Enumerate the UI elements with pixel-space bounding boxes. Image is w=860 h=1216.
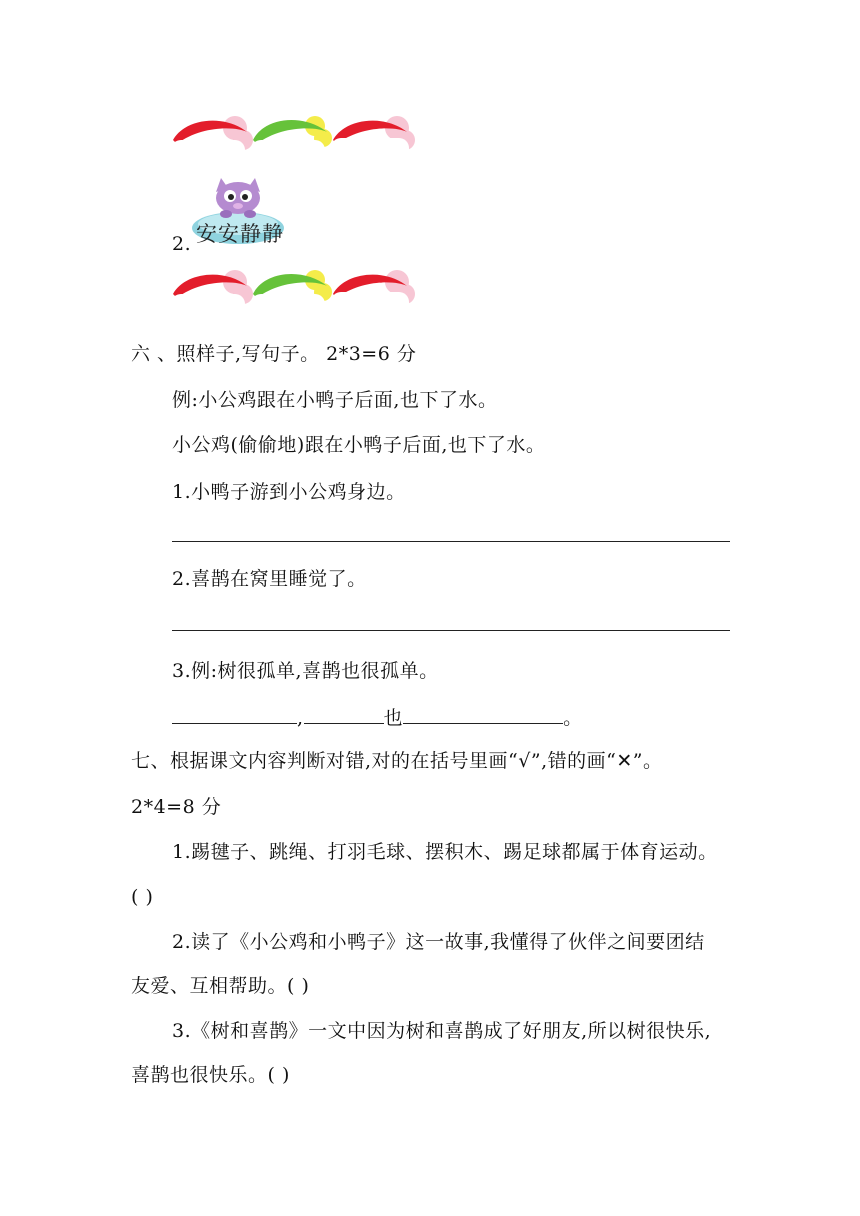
section-7-question-1: 1.踢毽子、跳绳、打羽毛球、摆积木、踢足球都属于体育运动。 (172, 841, 718, 863)
leaf-row-1 (165, 110, 415, 165)
answer-bracket-1[interactable]: ( ) (131, 886, 154, 908)
section-7-score: 2*4=8 分 (131, 796, 222, 818)
ye-text: 也 (383, 707, 404, 729)
section-6-example: 例:小公鸡跟在小鸭子后面,也下了水。 (172, 389, 498, 411)
leaf-row-2 (165, 264, 415, 319)
section-7-question-2-cont: 友爱、互相帮助。( ) (131, 975, 310, 997)
section-6-example-answer: 小公鸡(偷偷地)跟在小鸭子后面,也下了水。 (172, 434, 546, 456)
section-7-question-3-cont: 喜鹊也很快乐。( ) (131, 1064, 290, 1086)
answer-line-2[interactable] (172, 630, 730, 631)
section-6-question-3: 3.例:树很孤单,喜鹊也很孤单。 (172, 660, 439, 682)
blank-1[interactable] (172, 703, 297, 724)
section-6-fill-blank-row (172, 703, 583, 730)
section-7-question-3: 3.《树和喜鹊》一文中因为树和喜鹊成了好朋友,所以树很快乐, (172, 1020, 712, 1042)
answer-line-1[interactable] (172, 541, 730, 542)
blank-3[interactable] (403, 703, 563, 724)
section-7-question-2: 2.读了《小公鸡和小鸭子》这一故事,我懂得了伙伴之间要团结 (172, 931, 705, 953)
blank-2[interactable] (304, 703, 384, 724)
exercise-item-number: 2. (172, 233, 192, 255)
period-text: 。 (563, 707, 583, 729)
section-7-heading: 七、根据课文内容判断对错,对的在括号里画“√”,错的画“✕”。 (131, 750, 663, 772)
section-6-heading: 六 、照样子,写句子。 2*3=6 分 (131, 343, 417, 365)
badge-word: 安安静静 (196, 222, 284, 246)
section-6-question-1: 1.小鸭子游到小公鸡身边。 (172, 481, 406, 503)
section-6-question-2: 2.喜鹊在窝里睡觉了。 (172, 568, 367, 590)
comma-text: , (297, 707, 304, 729)
